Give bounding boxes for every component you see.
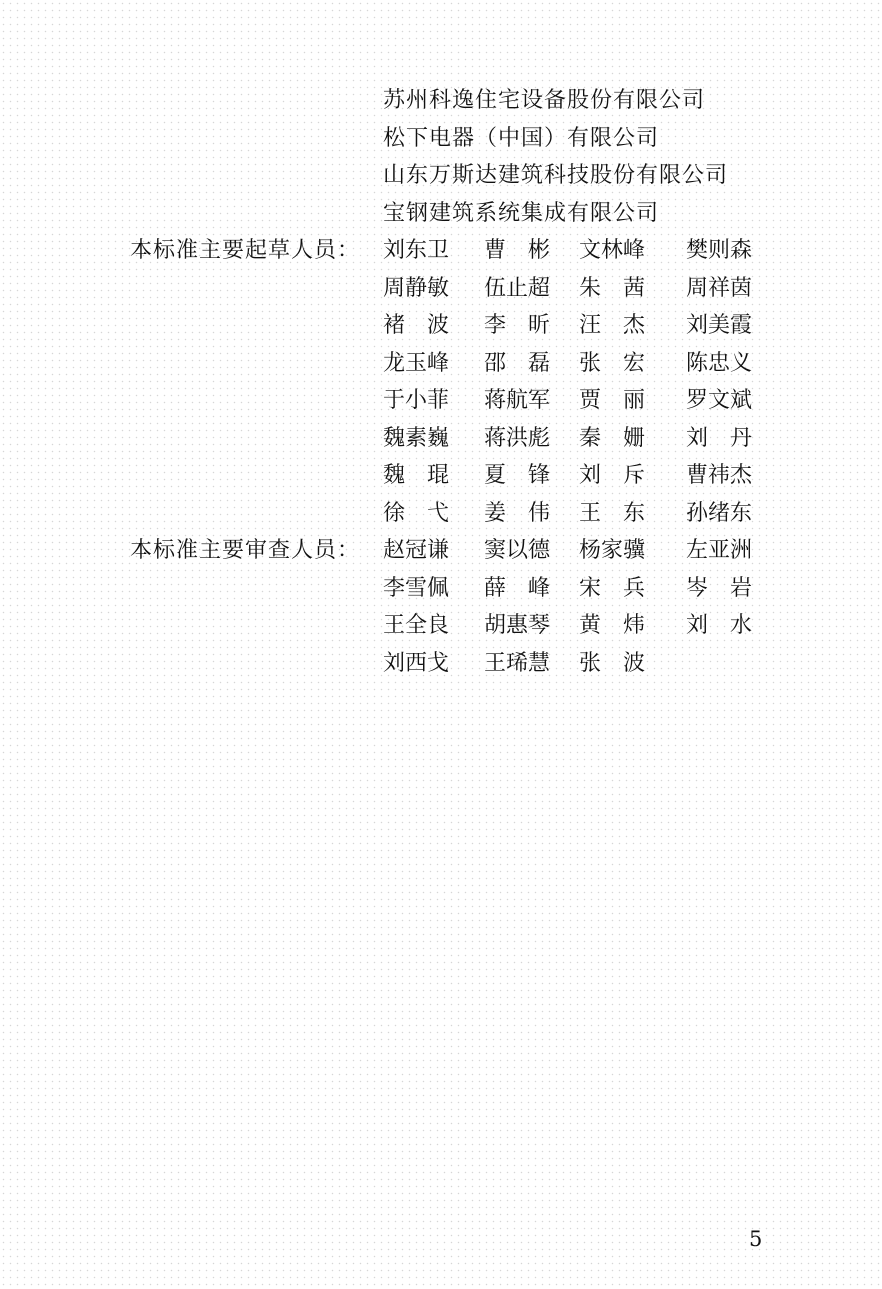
person-name: 王全良 bbox=[383, 613, 450, 638]
person-name: 秦 姗 bbox=[579, 426, 646, 451]
organization-line: 山东万斯达建筑科技股份有限公司 bbox=[383, 163, 729, 188]
drafters-row bbox=[383, 424, 763, 454]
person-name: 杨家骥 bbox=[579, 538, 646, 563]
person-name: 姜 伟 bbox=[484, 501, 551, 526]
person-name: 黄 炜 bbox=[579, 613, 646, 638]
page-number: 5 bbox=[749, 1227, 763, 1251]
person-name: 于小菲 bbox=[383, 388, 450, 413]
person-name: 褚 波 bbox=[383, 313, 450, 338]
person-name: 陈忠义 bbox=[686, 351, 753, 376]
person-name: 汪 杰 bbox=[579, 313, 646, 338]
person-name: 刘 水 bbox=[686, 613, 753, 638]
organization-line: 宝钢建筑系统集成有限公司 bbox=[383, 201, 660, 226]
person-name: 张 波 bbox=[579, 651, 646, 676]
drafters-row bbox=[383, 236, 763, 266]
person-name: 徐 弋 bbox=[383, 501, 450, 526]
person-name: 孙绪东 bbox=[686, 501, 753, 526]
person-name: 刘西戈 bbox=[383, 651, 450, 676]
reviewers-row bbox=[383, 611, 763, 641]
person-name: 赵冠谦 bbox=[383, 538, 450, 563]
person-name: 文林峰 bbox=[579, 238, 646, 263]
person-name: 邵 磊 bbox=[484, 351, 551, 376]
person-name: 曹 彬 bbox=[484, 238, 551, 263]
person-name: 王 东 bbox=[579, 501, 646, 526]
person-name: 蒋洪彪 bbox=[484, 426, 551, 451]
drafters-row bbox=[383, 461, 763, 491]
person-name: 魏素巍 bbox=[383, 426, 450, 451]
reviewers-row bbox=[383, 536, 763, 566]
drafters-row bbox=[383, 311, 763, 341]
person-name: 周静敏 bbox=[383, 276, 450, 301]
person-name: 李 昕 bbox=[484, 313, 551, 338]
drafters-label: 本标准主要起草人员： bbox=[130, 238, 361, 263]
person-name: 李雪佩 bbox=[383, 576, 450, 601]
organization-line: 松下电器（中国）有限公司 bbox=[383, 126, 660, 151]
person-name: 宋 兵 bbox=[579, 576, 646, 601]
reviewers-row bbox=[383, 574, 763, 604]
person-name: 刘 斥 bbox=[579, 463, 646, 488]
person-name: 龙玉峰 bbox=[383, 351, 450, 376]
person-name: 贾 丽 bbox=[579, 388, 646, 413]
person-name: 窦以德 bbox=[484, 538, 551, 563]
person-name: 蒋航军 bbox=[484, 388, 551, 413]
person-name: 张 宏 bbox=[579, 351, 646, 376]
person-name: 魏 琨 bbox=[383, 463, 450, 488]
person-name: 刘 丹 bbox=[686, 426, 753, 451]
person-name: 罗文斌 bbox=[686, 388, 753, 413]
person-name: 朱 茜 bbox=[579, 276, 646, 301]
person-name: 岑 岩 bbox=[686, 576, 753, 601]
person-name: 曹祎杰 bbox=[686, 463, 753, 488]
reviewers-row bbox=[383, 649, 763, 679]
organization-line: 苏州科逸住宅设备股份有限公司 bbox=[383, 88, 706, 113]
person-name: 胡惠琴 bbox=[484, 613, 551, 638]
drafters-row bbox=[383, 349, 763, 379]
drafters-row bbox=[383, 499, 763, 529]
person-name: 夏 锋 bbox=[484, 463, 551, 488]
person-name: 王琋慧 bbox=[484, 651, 551, 676]
person-name: 樊则森 bbox=[686, 238, 753, 263]
reviewers-label: 本标准主要审查人员： bbox=[130, 538, 361, 563]
person-name: 周祥茵 bbox=[686, 276, 753, 301]
person-name: 伍止超 bbox=[484, 276, 551, 301]
person-name: 薛 峰 bbox=[484, 576, 551, 601]
person-name: 刘东卫 bbox=[383, 238, 450, 263]
person-name: 左亚洲 bbox=[686, 538, 753, 563]
person-name: 刘美霞 bbox=[686, 313, 753, 338]
drafters-row bbox=[383, 386, 763, 416]
drafters-row bbox=[383, 274, 763, 304]
